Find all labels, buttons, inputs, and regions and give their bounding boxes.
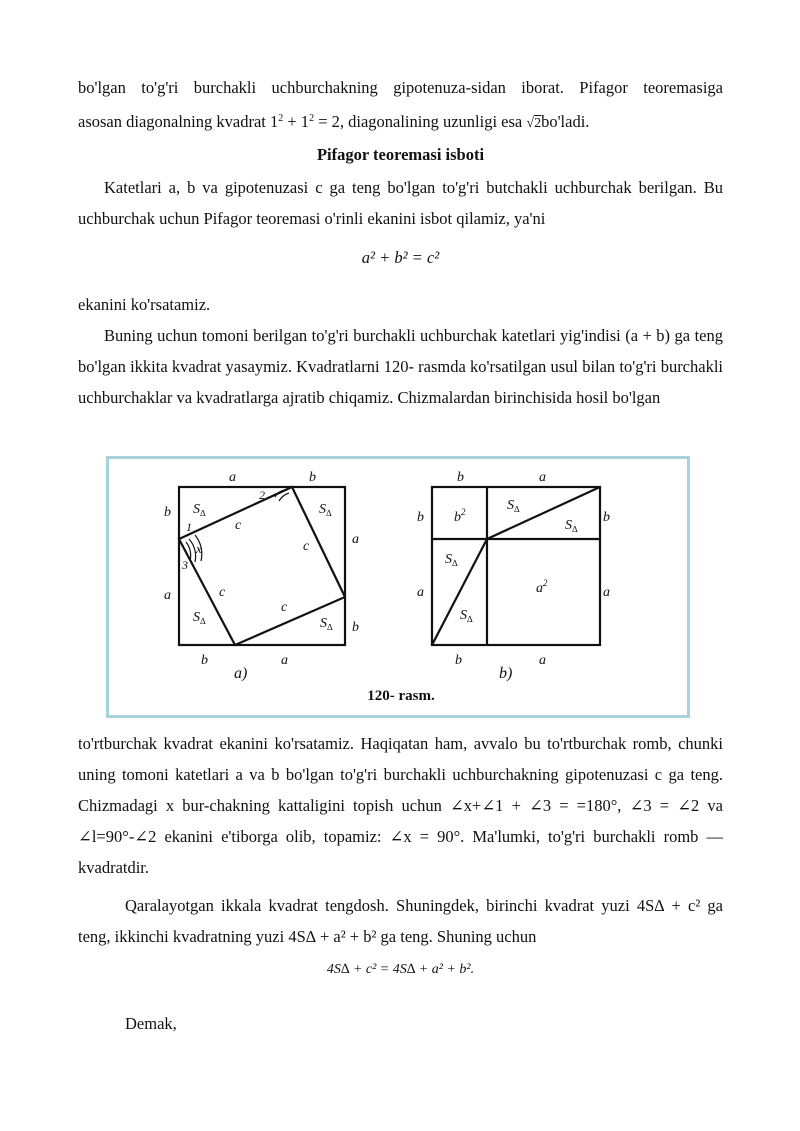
svg-text:b: b <box>417 510 424 525</box>
svg-text:2: 2 <box>259 488 265 502</box>
svg-text:3: 3 <box>182 558 188 572</box>
svg-text:1: 1 <box>186 520 192 534</box>
paragraph-demak: Demak, <box>125 1014 177 1033</box>
svg-text:b): b) <box>499 665 513 682</box>
svg-text:b2: $b^2$ <box>454 507 466 525</box>
svg-text:b: b <box>457 470 464 485</box>
svg-text:S∆: $S_\Delta$ <box>193 610 206 626</box>
svg-text:b: b <box>201 653 208 668</box>
figure-120 <box>106 456 690 718</box>
svg-text:S∆: $S_\Delta$ <box>445 552 458 568</box>
figure-120-drawing <box>109 459 687 715</box>
sqrt2-symbol: √2 <box>526 116 542 131</box>
paragraph-5: Qaralayotgan ikkala kvadrat tengdosh. Shuningdek, birinchi kvadrat yuzi 4S∆ + c² ga teng, ikkinchi kvadratning yuzi 4S∆ + a² + b² ga teng. Shuning uchun <box>78 896 723 946</box>
svg-text:S∆: $S_\Delta$ <box>565 518 578 534</box>
text-line-2: asosan diagonalning kvadrat $1^2 + 1^2 = 2$, diagonalining uzunligi esa √2bo'ladi. <box>78 112 590 131</box>
line-2-part-a: asosan diagonalning kvadrat 1 <box>78 112 279 131</box>
svg-text:S∆: $S_\Delta$ <box>507 498 520 514</box>
paragraph-2: Katetlari a, b va gipotenuzasi c ga teng bo'lgan to'g'ri butchakli uchburchak berilgan. Bu uchburchak uchun Pifagor teoremasi o'rinli ekanini isbot qilamiz, ya'ni <box>78 178 723 228</box>
heading-text: Pifagor teoremasi isboti <box>316 145 485 164</box>
svg-text:S∆: $S_\Delta$ <box>460 608 473 624</box>
svg-text:S∆: $S_\Delta$ <box>320 616 333 632</box>
svg-text:b: b <box>164 505 171 520</box>
line-1-text: bo'lgan to'g'ri burchakli uchburchakning gipotenuza-sidan iborat. Pifagor teoremasiga <box>78 78 723 97</box>
svg-text:b: b <box>352 620 359 635</box>
svg-text:a: a <box>229 470 236 485</box>
figure-caption: 120- rasm. <box>367 688 435 704</box>
svg-text:c: c <box>281 600 288 615</box>
svg-text:b: b <box>309 470 316 485</box>
svg-text:a: a <box>539 470 546 485</box>
paragraph-3: Buning uchun tomoni berilgan to'g'ri burchakli uchburchak katetlari yig'indisi (a + b) ga teng bo'lgan ikkita kvadrat yasaymiz. Kvadratlarni 120- rasmda ko'rsatilgan usul bilan to'g'ri burchakli uchburchaklar va kvadratlarga ajratib chiqamiz. Chizmalardan birinchisida hosil bo'lgan <box>78 326 723 407</box>
formula-area-equality: 4S∆ + c² = 4S∆ + a² + b². <box>326 962 475 977</box>
formula-pythagoras: a² + b² = c² <box>361 248 440 267</box>
line-2-part-b: + 1 <box>283 112 310 131</box>
paragraph-4: to'rtburchak kvadrat ekanini ko'rsatamiz. Haqiqatan ham, avvalo bu to'rtburchak romb, chunki uning tomoni katetlari a va b bo'lgan to'g'ri burchakli uchburchakning gipotenuzasi c ga teng. Chizmadagi x bur-chakning kattaligini topish uchun ∠x+∠1 + ∠3 = =180°, ∠3 = ∠2 va ∠l=90°-∠2 ekanini e'tiborga olib, topamiz: ∠x = 90°. Ma'lumki, to'g'ri burchakli romb — kvadratdir. <box>78 734 723 877</box>
line-2-part-d: bo'ladi. <box>541 112 590 131</box>
svg-text:a: a <box>539 653 546 668</box>
svg-text:a): a) <box>234 665 248 682</box>
svg-text:c: c <box>303 539 310 554</box>
svg-text:b: b <box>455 653 462 668</box>
section-heading <box>78 145 723 165</box>
paragraph-ekanini: ekanini ko'rsatamiz. <box>78 295 211 314</box>
svg-text:S∆: $S_\Delta$ <box>193 502 206 518</box>
svg-text:a: a <box>352 532 359 547</box>
svg-text:a: a <box>281 653 288 668</box>
svg-text:S∆: $S_\Delta$ <box>319 502 332 518</box>
svg-text:a: a <box>603 585 610 600</box>
figure-labels <box>164 470 610 682</box>
svg-text:c: c <box>235 518 242 533</box>
svg-text:a: a <box>417 585 424 600</box>
svg-text:x: x <box>196 541 202 556</box>
line-2-part-c: = 2, diagonalining uzunligi esa <box>314 112 527 131</box>
text-line-1 <box>78 72 723 103</box>
svg-text:b: b <box>603 510 610 525</box>
svg-text:a: a <box>164 588 171 603</box>
svg-text:a2: $a^2$ <box>536 578 548 596</box>
svg-text:c: c <box>219 585 226 600</box>
